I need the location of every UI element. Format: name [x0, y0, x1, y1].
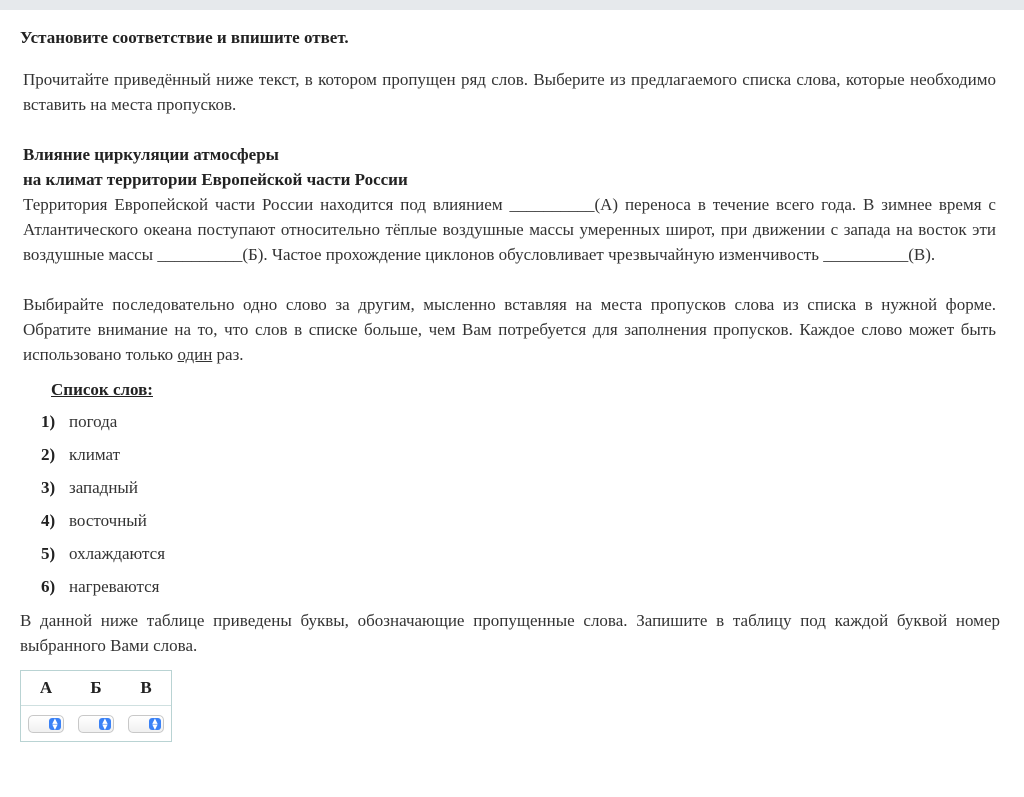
blank-c-label: (В) [908, 245, 931, 264]
list-item: 5) охлаждаются [41, 544, 166, 563]
text-title-line-2: на климат территории Европейской части России [23, 170, 408, 189]
answer-table-header [21, 671, 171, 706]
intro-text: Прочитайте приведённый ниже текст, в котором пропущен ряд слов. Выберите из предлагаемого списка слова, которые необходимо вставить на места пропусков. [23, 70, 996, 114]
word-list-title: Список слов: [51, 380, 153, 399]
list-item: 2) климат [41, 445, 121, 464]
updown-chevron-icon: ▲ ▼ [49, 718, 61, 730]
top-strip [0, 0, 1024, 10]
blank-c: __________ [823, 245, 909, 264]
blank-a-label: (А) [594, 195, 619, 214]
list-item: 6) нагреваются [41, 577, 160, 596]
rules-text: Выбирайте последовательно одно слово за другим, мысленно вставляя на места пропусков слова из списка в нужной форме. Обратите внимание на то, что слов в списке больше, чем Вам потребуется для заполнения пропусков. Каждое слово может быть использовано только один раз. [23, 295, 996, 364]
task-body [23, 67, 996, 367]
blank-b-label: (Б) [242, 245, 264, 264]
blank-a: __________ [509, 195, 595, 214]
list-item: 3) западный [41, 478, 138, 497]
header-b: Б [90, 678, 102, 697]
text-title-line-1: Влияние циркуляции атмосферы [23, 145, 279, 164]
word-list [41, 410, 1000, 608]
answer-table-row [21, 706, 171, 742]
table-instruction: В данной ниже таблице приведены буквы, обозначающие пропущенные слова. Запишите в таблицу под каждой буквой номер выбранного Вами слова. [20, 611, 1000, 655]
answer-select-c[interactable] [128, 715, 164, 733]
emphasis-once: один [177, 345, 213, 364]
answer-select-a[interactable] [28, 715, 64, 733]
updown-chevron-icon: ▲ ▼ [99, 718, 111, 730]
task-container [20, 26, 1000, 742]
task-instruction: Установите соответствие и впишите ответ. [20, 28, 349, 47]
list-item: 4) восточный [41, 511, 147, 530]
updown-chevron-icon: ▲ ▼ [149, 718, 161, 730]
header-c: В [140, 678, 152, 697]
passage-text: Территория Европейской части России находится под влиянием __________(А) переноса в течение всего года. В зимнее время с Атлантического океана поступают относительно тёплые воздушные массы умеренных широт, при движении с запада на восток эти воздушные массы __________(Б). Частое прохождение циклонов обусловливает чрезвычайную изменчивость __________(В). [23, 195, 996, 264]
blank-b: __________ [157, 245, 243, 264]
answer-table [20, 670, 172, 742]
header-a: А [39, 678, 53, 697]
list-item: 1) погода [41, 412, 118, 431]
answer-select-b[interactable] [78, 715, 114, 733]
